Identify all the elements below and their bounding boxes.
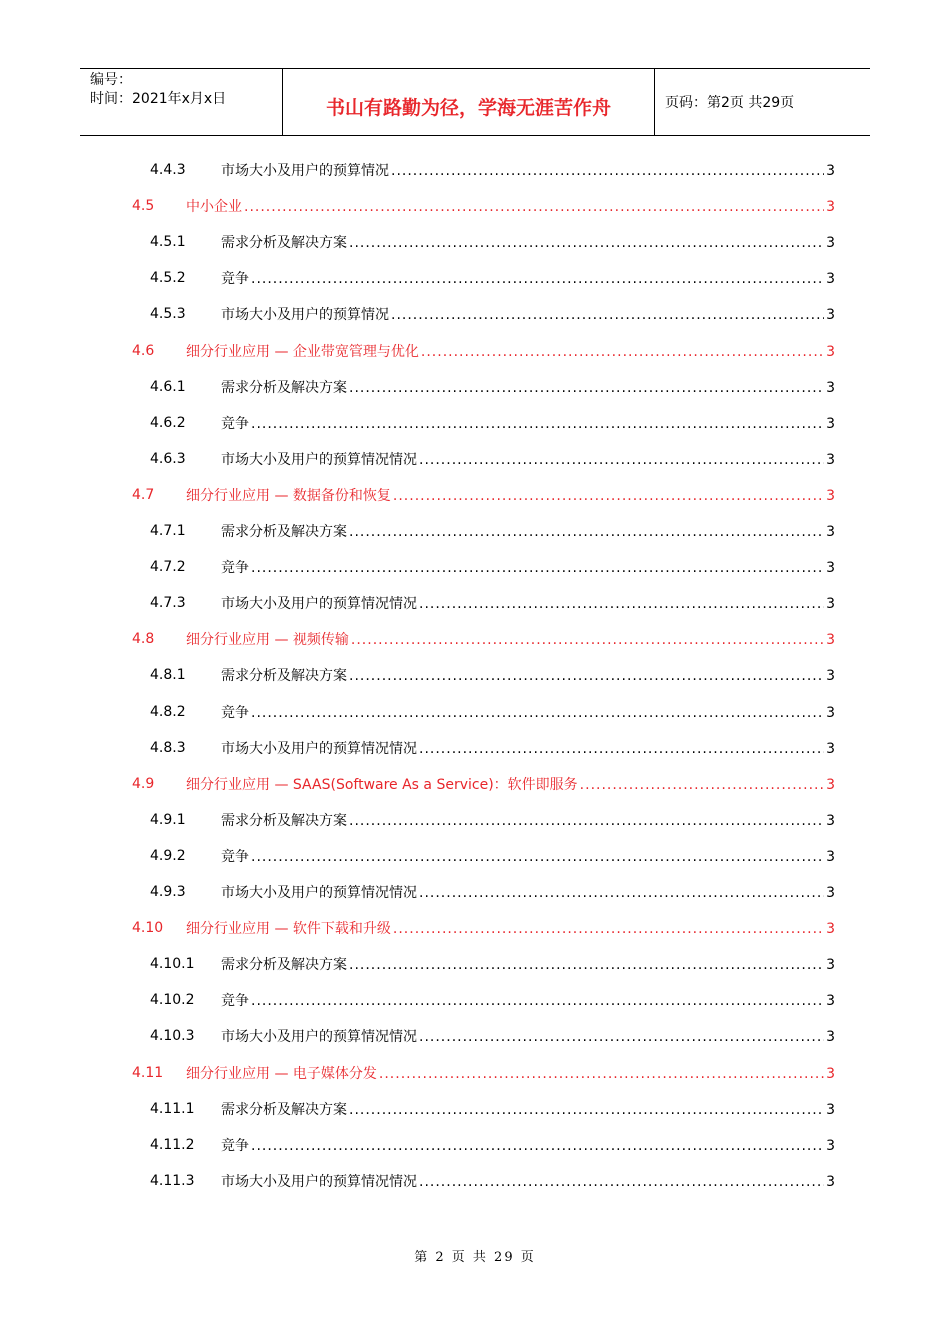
toc-entry-number: 4.10.3 [150,1028,195,1045]
toc-entry-title: 竞争 [221,704,249,721]
toc-entry-line [221,810,835,830]
toc-entry-title: 竞争 [221,993,249,1010]
toc-entry[interactable] [0,874,950,910]
toc-entry-line [221,593,835,613]
toc-entry-number: 4.7 [132,486,155,503]
toc-entry-page: 3 [826,560,835,577]
toc-entry-number: 4.9.1 [150,811,186,828]
toc-entry-line [186,918,835,938]
toc-entry-line [221,702,835,722]
toc-entry-page: 3 [826,848,835,865]
toc-entry[interactable] [0,188,950,224]
toc-entry-title: 市场大小及用户的预算情况情况 [221,740,417,757]
toc-entry[interactable] [0,838,950,874]
toc-entry-page: 3 [826,885,835,901]
toc-entry-page: 3 [826,668,835,685]
toc-entry-line [221,882,835,902]
dot-leader [349,668,824,684]
toc-entry-number: 4.11.2 [150,1136,195,1153]
toc-entry-line [221,1171,835,1191]
toc-entry[interactable] [0,730,950,766]
header-page-info [655,69,870,135]
toc-entry-page: 3 [826,343,835,360]
toc-entry-page: 3 [826,1137,835,1154]
dot-leader [251,705,824,721]
toc-entry-line [221,449,835,469]
toc-entry-page: 3 [826,487,835,504]
dot-leader [251,560,824,576]
toc-entry-number: 4.9.3 [150,884,186,900]
toc-entry-title: 竞争 [221,415,249,432]
toc-entry-title: 竞争 [221,848,249,865]
dot-leader [251,993,824,1009]
toc-entry-page: 3 [826,704,835,721]
toc-entry[interactable] [0,369,950,405]
toc-entry-line [221,738,835,758]
toc-entry-number: 4.7.2 [150,559,186,576]
toc-entry-line [221,377,835,397]
toc-entry-title: 需求分析及解决方案 [221,524,347,540]
page-footer [0,1246,950,1265]
toc-entry-title: 细分行业应用 — 电子媒体分发 [186,1065,377,1082]
dot-leader [351,632,824,648]
toc-entry-title: 细分行业应用 — 企业带宽管理与优化 [186,343,419,360]
header-motto [282,69,655,135]
toc-entry-title: 市场大小及用户的预算情况情况 [221,1173,417,1190]
toc-entry-title: 需求分析及解决方案 [221,379,347,396]
toc-entry[interactable] [0,1091,950,1127]
toc-entry-title: 需求分析及解决方案 [221,1101,347,1118]
footer-page-number: 第 2 页 共 29 页 [414,1250,536,1265]
toc-entry-title: 市场大小及用户的预算情况情况 [221,1029,417,1046]
toc-entry-title: 细分行业应用 — 视频传输 [186,632,349,649]
toc-entry-number: 4.6.3 [150,450,186,467]
toc-entry-page: 3 [826,235,835,252]
toc-entry-title: 需求分析及解决方案 [221,812,347,829]
toc-entry-title: 竞争 [221,560,249,577]
toc-entry-page: 3 [826,379,835,396]
toc-entry-page: 3 [826,163,835,179]
toc-entry-line [186,196,835,216]
toc-entry[interactable] [0,441,950,477]
toc-entry-number: 4.11.1 [150,1100,195,1117]
toc-entry-title: 需求分析及解决方案 [221,235,347,252]
toc-entry[interactable] [0,549,950,585]
toc-entry-title: 细分行业应用 — SAAS(Software As a Service)：软件即服务 [186,776,578,793]
toc-entry-number: 4.6.1 [150,378,186,395]
toc-entry-page: 3 [826,740,835,757]
toc-entry-title: 市场大小及用户的预算情况 [221,163,389,179]
toc-entry-page: 3 [826,812,835,829]
toc-entry-number: 4.11.3 [150,1172,195,1189]
toc-entry-line [221,1026,835,1046]
toc-entry-page: 3 [826,415,835,432]
dot-leader [379,1066,824,1082]
dot-leader [419,452,824,468]
toc-entry-page: 3 [826,993,835,1010]
toc-entry-number: 4.7.1 [150,523,186,539]
toc-entry[interactable] [0,585,950,621]
page-header [80,68,870,136]
toc-entry-number: 4.9 [132,775,155,792]
toc-entry[interactable] [0,1163,950,1199]
toc-entry-number: 4.7.3 [150,595,186,612]
dot-leader [419,1029,824,1045]
dot-leader [419,741,824,757]
toc-entry-title: 市场大小及用户的预算情况情况 [221,451,417,468]
toc-entry-page: 3 [826,632,835,649]
toc-entry-page: 3 [826,271,835,288]
toc-entry-line [221,846,835,866]
toc-entry[interactable] [0,910,950,946]
page-info-text: 页码：第2页 共29页 [665,95,795,111]
header-meta [80,69,282,135]
toc-entry-page: 3 [826,1101,835,1118]
toc-entry-number: 4.10 [132,920,164,937]
toc-entry[interactable] [0,1018,950,1054]
toc-entry[interactable] [0,946,950,982]
toc-entry-line [221,521,835,541]
toc-entry-title: 细分行业应用 — 数据备份和恢复 [186,487,391,504]
toc-entry-line [221,268,835,288]
toc-entry-line [221,160,835,180]
toc-entry-line [186,774,835,794]
toc-entry-line [221,557,835,577]
dot-leader [580,777,824,793]
dot-leader [391,307,824,323]
dot-leader [393,921,824,937]
toc-entry[interactable] [0,296,950,332]
toc-entry-page: 3 [826,1173,835,1190]
toc-entry-line [221,990,835,1010]
dot-leader [349,813,824,829]
dot-leader [251,416,824,432]
toc-entry-line [221,304,835,324]
toc-entry-number: 4.8 [132,631,155,648]
dot-leader [349,1102,824,1118]
dot-leader [251,849,824,865]
toc-entry-page: 3 [826,451,835,468]
toc-entry-line [221,1099,835,1119]
toc-entry-line [221,954,835,974]
dot-leader [349,957,824,973]
toc-entry-number: 4.5.1 [150,234,186,251]
toc-entry-page: 3 [826,199,835,216]
toc-entry[interactable] [0,1127,950,1163]
toc-entry-title: 竞争 [221,271,249,288]
toc-entry-page: 3 [826,776,835,793]
dot-leader [391,163,824,179]
toc-entry[interactable] [0,766,950,802]
toc-entry[interactable] [0,224,950,260]
toc-entry[interactable] [0,333,950,369]
dot-leader [349,380,824,396]
toc-entry[interactable] [0,694,950,730]
dot-leader [244,199,824,215]
toc-entry[interactable] [0,477,950,513]
toc-entry-title: 竞争 [221,1137,249,1154]
toc-entry-page: 3 [826,957,835,974]
number-label: 编号： [90,72,132,88]
toc-entry[interactable] [0,513,950,549]
toc-entry-title: 中小企业 [186,199,242,216]
dot-leader [421,344,824,360]
toc-entry-number: 4.5.2 [150,270,186,287]
toc-entry-line [186,1063,835,1083]
toc-entry-line [186,341,835,361]
toc-entry-number: 4.6.2 [150,414,186,431]
toc-entry-line [221,1135,835,1155]
toc-entry-page: 3 [826,1065,835,1082]
dot-leader [349,235,824,251]
date-label: 时间：2021年x月x日 [90,91,227,107]
toc-entry-number: 4.8.1 [150,667,186,684]
toc-entry-title: 需求分析及解决方案 [221,957,347,974]
dot-leader [419,1174,824,1190]
toc-entry[interactable] [0,152,950,188]
toc-entry-title: 需求分析及解决方案 [221,668,347,685]
toc-entry-number: 4.11 [132,1064,164,1081]
toc-entry-line [221,232,835,252]
toc-entry-line [221,413,835,433]
dot-leader [251,271,824,287]
toc-entry-page: 3 [826,307,835,324]
toc-entry-page: 3 [826,596,835,613]
toc-entry-number: 4.5.3 [150,306,186,323]
dot-leader [419,885,824,901]
toc-entry[interactable] [0,405,950,441]
toc-entry[interactable] [0,1055,950,1091]
dot-leader [393,488,824,504]
toc-entry-number: 4.8.2 [150,703,186,720]
motto-text: 书山有路勤为径，学海无涯苦作舟 [325,96,611,119]
toc-entry-line [221,665,835,685]
dot-leader [349,524,824,540]
toc-entry-line [186,485,835,505]
toc-entry[interactable] [0,802,950,838]
toc-entry-title: 细分行业应用 — 软件下载和升级 [186,921,391,938]
toc-entry-page: 3 [826,524,835,540]
toc-entry[interactable] [0,260,950,296]
dot-leader [251,1138,824,1154]
toc-entry-page: 3 [826,921,835,938]
dot-leader [419,596,824,612]
toc-entry-page: 3 [826,1029,835,1046]
toc-entry[interactable] [0,982,950,1018]
toc-entry-title: 市场大小及用户的预算情况情况 [221,596,417,613]
toc-entry[interactable] [0,621,950,657]
toc-entry[interactable] [0,657,950,693]
toc-entry-number: 4.9.2 [150,847,186,864]
toc-entry-number: 4.10.2 [150,992,195,1009]
toc-entry-number: 4.8.3 [150,739,186,756]
toc-entry-line [186,629,835,649]
toc-entry-number: 4.6 [132,342,155,359]
toc-entry-number: 4.10.1 [150,956,195,973]
toc-entry-number: 4.5 [132,198,155,215]
toc-entry-title: 市场大小及用户的预算情况情况 [221,885,417,901]
toc-entry-number: 4.4.3 [150,162,186,178]
toc-entry-title: 市场大小及用户的预算情况 [221,307,389,324]
